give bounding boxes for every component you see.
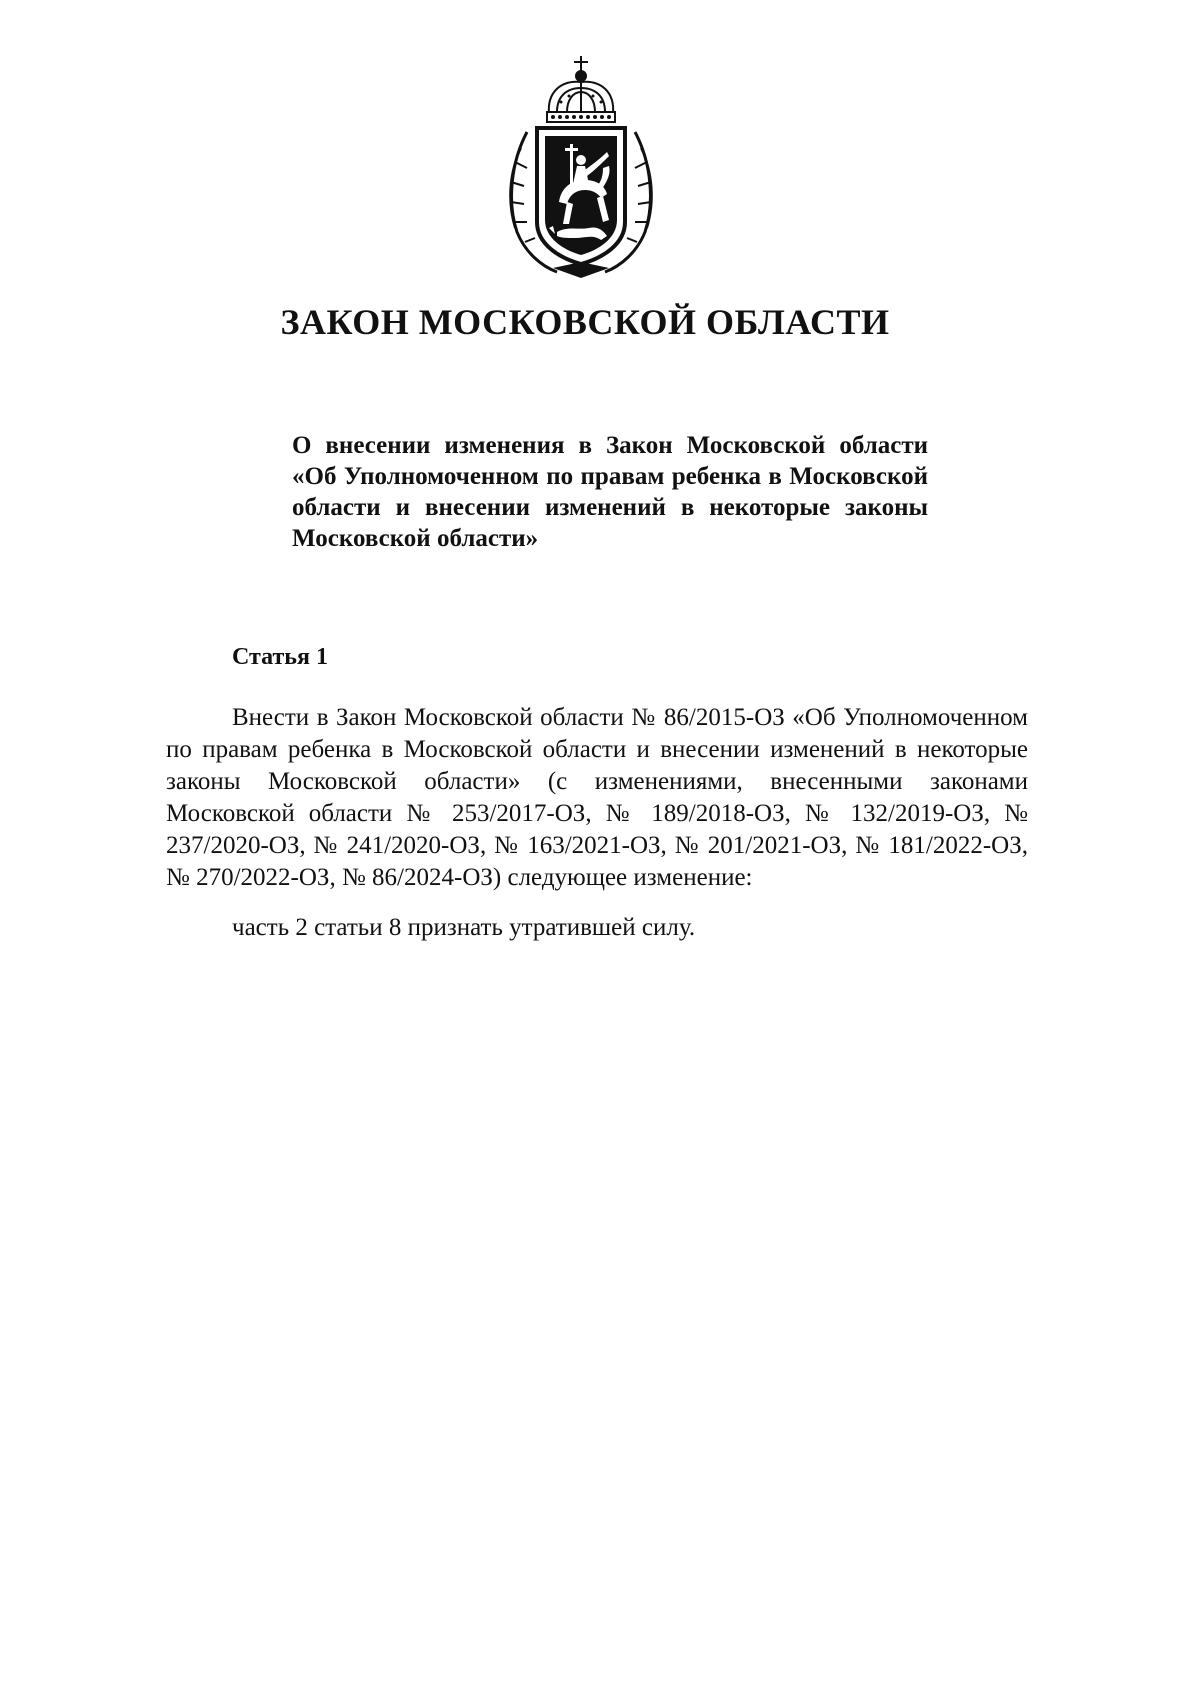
law-title: ЗАКОН МОСКОВСКОЙ ОБЛАСТИ bbox=[280, 302, 890, 342]
article-clause: часть 2 статьи 8 признать утратившей силу. bbox=[232, 914, 696, 941]
article-heading: Статья 1 bbox=[232, 644, 328, 670]
article-body: Внести в Закон Московской области № 86/2015-ОЗ «Об Уполномоченном по правам ребенка в Московской области и внесении изменений в некоторые законы Московской области» (с изменениями, внесенными законами Московской области № 253/2017-ОЗ, № 189/2018-ОЗ, № 132/2019-ОЗ, № 237/2020-ОЗ, № 241/2020-ОЗ, № 163/2021-ОЗ, № 201/2021-ОЗ, № 181/2022-ОЗ, № 270/2022-ОЗ, № 86/2024-ОЗ) следующее изменение: bbox=[166, 704, 1028, 891]
law-subtitle: О внесении изменения в Закон Московской области «Об Уполномоченном по правам ребенка в Московской области и внесении изменений в некоторые законы Московской области» bbox=[292, 432, 928, 552]
moscow-oblast-coat-of-arms-icon bbox=[497, 52, 665, 280]
